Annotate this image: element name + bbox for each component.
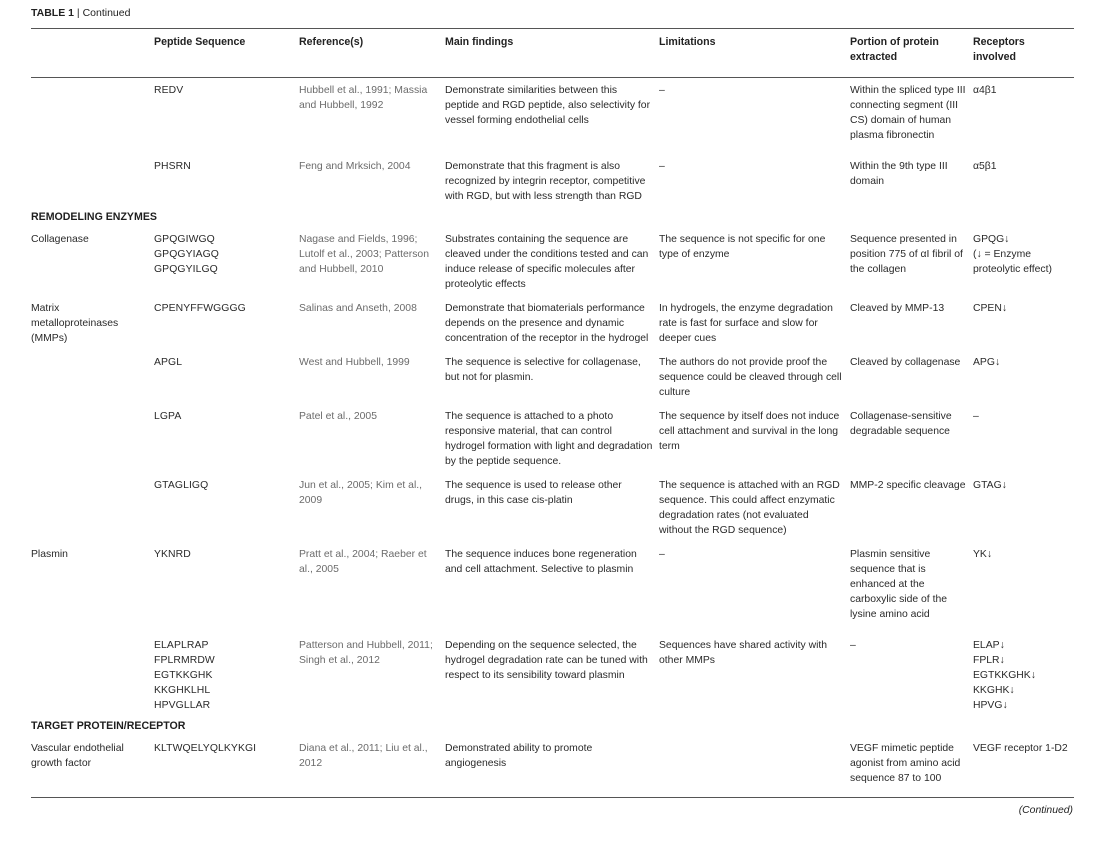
cell-peptide-sequence-line: HPVGLLAR <box>154 700 211 711</box>
table-row <box>31 633 1074 717</box>
cell-receptors <box>973 154 1074 208</box>
cell-limitations: In hydrogels, the enzyme degradation rate is fast for surface and slow for deeper cues <box>659 303 833 344</box>
cell-receptors-line: VEGF receptor 1-D2 <box>973 743 1068 754</box>
table-row <box>31 78 1074 155</box>
cell-references: West and Hubbell, 1999 <box>299 357 410 368</box>
cell-receptors-line: KKGHK↓ <box>973 685 1015 696</box>
caption-separator: | <box>76 7 80 19</box>
cell-portion: Sequence presented in position 775 of αI fibril of the collagen <box>850 234 963 275</box>
cell-peptide-sequence-line: KKGHKLHL <box>154 685 211 696</box>
table-caption <box>31 7 130 19</box>
cell-peptide-sequence-line: FPLRMRDW <box>154 655 215 666</box>
cell-receptors-line: α4β1 <box>973 85 997 96</box>
cell-category <box>31 633 154 717</box>
cell-peptide-sequence <box>154 227 299 296</box>
table-row <box>31 227 1074 296</box>
header-portion-of-protein: Portion of protein extracted <box>850 36 939 63</box>
cell-references: Hubbell et al., 1991; Massia and Hubbell, 1992 <box>299 85 428 111</box>
table-row <box>31 404 1074 473</box>
section-remodeling <box>31 208 1074 227</box>
cell-peptide-sequence <box>154 542 299 633</box>
cell-receptors-line: HPVG↓ <box>973 700 1008 711</box>
header-main-findings: Main findings <box>445 36 514 48</box>
cell-limitations: The authors do not provide proof the sequence could be cleaved through cell culture <box>659 357 842 398</box>
cell-limitations <box>659 736 850 798</box>
cell-portion: – <box>850 640 856 651</box>
cell-main-findings: Depending on the sequence selected, the hydrogel degradation rate can be tuned with respect to its sensibility toward plasmin <box>445 640 648 681</box>
cell-peptide-sequence <box>154 736 299 798</box>
cell-receptors-line: EGTKKGHK↓ <box>973 670 1036 681</box>
cell-category <box>31 78 154 155</box>
cell-peptide-sequence-line: KLTWQELYQLKYKGI <box>154 743 257 754</box>
cell-category: Matrix metalloproteinases (MMPs) <box>31 303 119 344</box>
cell-receptors <box>973 350 1074 404</box>
cell-peptide-sequence-line: CPENYFFWGGGG <box>154 303 246 314</box>
table-row <box>31 736 1074 798</box>
caption-text: Continued <box>82 7 131 19</box>
cell-peptide-sequence <box>154 154 299 208</box>
cell-receptors <box>973 473 1074 542</box>
cell-main-findings: Demonstrate similarities between this peptide and RGD peptide, also selectivity for vessel forming endothelial cells <box>445 85 651 126</box>
cell-portion: Cleaved by MMP-13 <box>850 303 945 314</box>
cell-peptide-sequence <box>154 473 299 542</box>
table-label: TABLE 1 <box>31 7 74 19</box>
cell-peptide-sequence-line: GPQGYIAGQ <box>154 249 219 260</box>
cell-limitations: – <box>659 161 665 172</box>
cell-limitations: Sequences have shared activity with other MMPs <box>659 640 828 666</box>
cell-main-findings: The sequence is attached to a photo responsive material, that can control hydrogel formation with light and degradation by the peptide sequence. <box>445 411 653 467</box>
cell-category: Plasmin <box>31 549 68 560</box>
cell-receptors-line: α5β1 <box>973 161 997 172</box>
cell-references: Patel et al., 2005 <box>299 411 377 422</box>
cell-receptors-line: CPEN↓ <box>973 303 1008 314</box>
cell-category: Vascular endothelial growth factor <box>31 743 124 769</box>
cell-receptors <box>973 404 1074 473</box>
cell-main-findings: Demonstrated ability to promote angiogenesis <box>445 743 593 769</box>
cell-receptors-line: GTAG↓ <box>973 480 1007 491</box>
cell-portion: Plasmin sensitive sequence that is enhanced at the carboxylic side of the lysine amino acid <box>850 549 948 620</box>
cell-references: Salinas and Anseth, 2008 <box>299 303 417 314</box>
table-body-target <box>31 736 1074 798</box>
cell-references: Jun et al., 2005; Kim et al., 2009 <box>299 480 423 506</box>
cell-peptide-sequence-line: APGL <box>154 357 183 368</box>
table-row <box>31 473 1074 542</box>
cell-limitations: The sequence is attached with an RGD sequence. This could affect enzymatic degradation rates (not evaluated without the RGD sequence) <box>659 480 840 536</box>
cell-main-findings: The sequence is selective for collagenase, but not for plasmin. <box>445 357 641 383</box>
cell-category <box>31 154 154 208</box>
cell-category <box>31 404 154 473</box>
cell-references: Patterson and Hubbell, 2011; Singh et al., 2012 <box>299 640 433 666</box>
cell-limitations: – <box>659 85 665 96</box>
header-receptors: Receptors involved <box>973 36 1025 63</box>
cell-receptors <box>973 633 1074 717</box>
cell-peptide-sequence-line: LGPA <box>154 411 182 422</box>
cell-main-findings: Substrates containing the sequence are cleaved under the conditions tested and can induce release of specific molecules after proteolytic effects <box>445 234 649 290</box>
continued-note: (Continued) <box>1018 805 1073 816</box>
cell-portion: Cleaved by collagenase <box>850 357 961 368</box>
table-body-first <box>31 78 1074 209</box>
cell-receptors <box>973 296 1074 350</box>
cell-main-findings: Demonstrate that this fragment is also recognized by integrin receptor, competitive with RGD, but with less strength than RGD <box>445 161 646 202</box>
cell-main-findings: The sequence induces bone regeneration and cell attachment. Selective to plasmin <box>445 549 637 575</box>
cell-receptors <box>973 736 1074 798</box>
table-container <box>31 28 1074 798</box>
cell-receptors <box>973 227 1074 296</box>
table-row <box>31 350 1074 404</box>
section-heading-remodeling: REMODELING ENZYMES <box>31 211 157 223</box>
cell-peptide-sequence-line: EGTKKGHK <box>154 670 213 681</box>
cell-portion: VEGF mimetic peptide agonist from amino acid sequence 87 to 100 <box>850 743 961 784</box>
cell-peptide-sequence-line: PHSRN <box>154 161 191 172</box>
cell-receptors <box>973 542 1074 633</box>
cell-limitations: – <box>659 549 665 560</box>
cell-peptide-sequence-line: GTAGLIGQ <box>154 480 209 491</box>
table-body-remodeling <box>31 227 1074 717</box>
cell-receptors-line: – <box>973 411 979 422</box>
cell-portion: MMP-2 specific cleavage <box>850 480 966 491</box>
header-row <box>31 29 1074 78</box>
cell-references: Feng and Mrksich, 2004 <box>299 161 411 172</box>
cell-peptide-sequence <box>154 633 299 717</box>
section-row <box>31 208 1074 227</box>
cell-peptide-sequence <box>154 78 299 155</box>
header-category <box>31 29 154 78</box>
cell-limitations: The sequence by itself does not induce cell attachment and survival in the long term <box>659 411 840 452</box>
section-heading-target: TARGET PROTEIN/RECEPTOR <box>31 720 186 732</box>
cell-receptors-line: (↓ = Enzyme proteolytic effect) <box>973 249 1052 275</box>
table-row <box>31 154 1074 208</box>
table-row <box>31 296 1074 350</box>
cell-peptide-sequence-line: ELAPLRAP <box>154 640 209 651</box>
header-limitations: Limitations <box>659 36 716 48</box>
cell-receptors-line: FPLR↓ <box>973 655 1005 666</box>
cell-receptors-line: APG↓ <box>973 357 1001 368</box>
cell-references: Pratt et al., 2004; Raeber et al., 2005 <box>299 549 427 575</box>
cell-main-findings: The sequence is used to release other drugs, in this case cis-platin <box>445 480 622 506</box>
header-references: Reference(s) <box>299 36 364 48</box>
cell-category <box>31 473 154 542</box>
header-peptide-sequence: Peptide Sequence <box>154 36 246 48</box>
cell-limitations: The sequence is not specific for one type of enzyme <box>659 234 826 260</box>
cell-peptide-sequence <box>154 404 299 473</box>
cell-receptors-line: ELAP↓ <box>973 640 1005 651</box>
peptide-table <box>31 28 1074 798</box>
cell-portion: Within the 9th type III domain <box>850 161 948 187</box>
cell-peptide-sequence <box>154 350 299 404</box>
cell-references: Nagase and Fields, 1996; Lutolf et al., 2003; Patterson and Hubbell, 2010 <box>299 234 429 275</box>
cell-portion: Collagenase-sensitive degradable sequence <box>850 411 952 437</box>
cell-main-findings: Demonstrate that biomaterials performance depends on the presence and dynamic concentration of the receptor in the hydrogel <box>445 303 649 344</box>
cell-category: Collagenase <box>31 234 89 245</box>
cell-peptide-sequence-line: GPQGIWGQ <box>154 234 215 245</box>
table-row <box>31 542 1074 633</box>
cell-peptide-sequence-line: REDV <box>154 85 184 96</box>
cell-receptors-line: YK↓ <box>973 549 993 560</box>
section-target <box>31 717 1074 736</box>
cell-peptide-sequence-line: YKNRD <box>154 549 191 560</box>
cell-peptide-sequence-line: GPQGYILGQ <box>154 264 218 275</box>
cell-portion: Within the spliced type III connecting segment (III CS) domain of human plasma fibronectin <box>850 85 966 141</box>
cell-category <box>31 350 154 404</box>
cell-receptors <box>973 78 1074 155</box>
cell-peptide-sequence <box>154 296 299 350</box>
section-row <box>31 717 1074 736</box>
cell-references: Diana et al., 2011; Liu et al., 2012 <box>299 743 428 769</box>
cell-receptors-line: GPQG↓ <box>973 234 1010 245</box>
